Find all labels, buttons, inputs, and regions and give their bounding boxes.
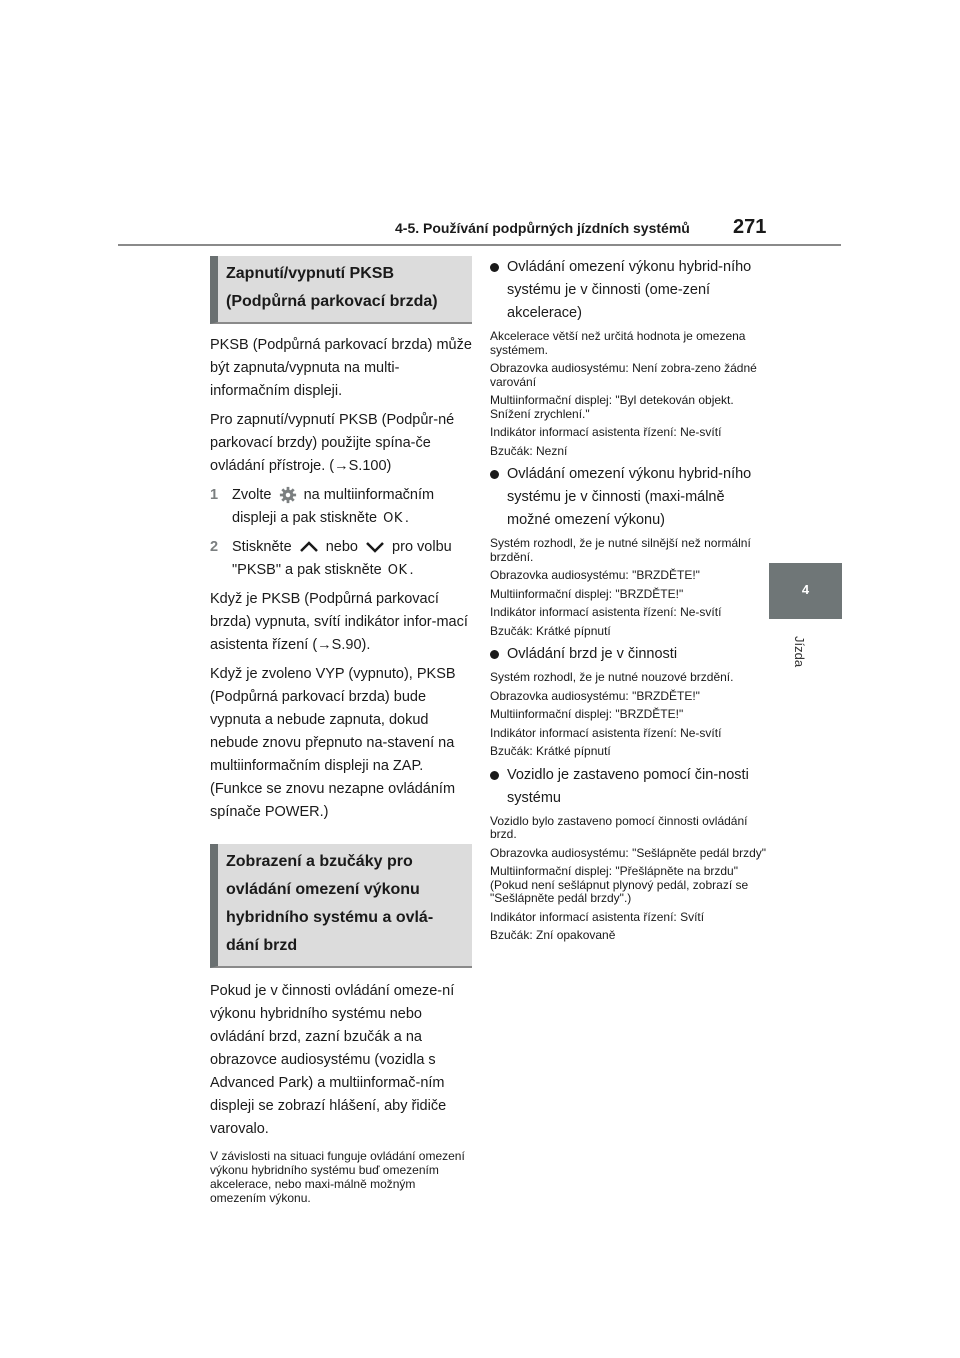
paragraph: Pokud je v činnosti ovládání omeze-ní výkonu hybridního systému nebo ovládání brzd, zazní bzučák a na obrazovce audiosystému (vozidla s Advanced Park) a multiinformač-ním displeji se zobrazí hlášení, aby řidiče varovalo. — [210, 983, 455, 1137]
detail-line: Bzučák: Nezní — [490, 443, 568, 458]
paragraph: Když je zvoleno VYP (vypnuto), PKSB (Podpůrná parkovací brzda) bude vypnuta a nebude zapnuta, dokud nebude znovu přepnuto na-stavení na multiinformačním displeji na ZAP. (Funkce se znovu nezapne ovládáním spínače POWER.) — [210, 666, 456, 820]
bullet-block — [490, 256, 770, 458]
chevron-up-icon — [299, 541, 319, 553]
detail-line: Obrazovka audiosystému: "Sešlápněte pedál brzdy" — [490, 845, 767, 860]
chapter-number: 4 — [801, 582, 810, 597]
chevron-down-icon — [365, 541, 385, 553]
paragraph: Pro zapnutí/vypnutí PKSB (Podpůr-né parkovací brzdy) použijte spína-če ovládání přístroje. (→S.100) — [210, 412, 455, 474]
header-divider — [118, 244, 841, 246]
detail-line: Obrazovka audiosystému: "BRZDĚTE!" — [490, 568, 700, 582]
bullet-title: Ovládání brzd je v činnosti — [507, 646, 678, 662]
step-text: nebo — [325, 539, 358, 555]
step-text: . — [404, 510, 409, 526]
step-2 — [210, 536, 472, 582]
gear-icon — [279, 486, 297, 504]
detail-line: Multiinformační displej: "BRZDĚTE!" — [490, 707, 684, 721]
section-title: 4-5. Používání podpůrných jízdních systémů — [395, 220, 690, 236]
section-heading-pksb: Zapnutí/vypnutí PKSB (Podpůrná parkovací brzda) — [210, 256, 472, 324]
page-number: 271 — [733, 216, 767, 238]
detail-line: Indikátor informací asistenta řízení: Ne-svítí — [490, 605, 722, 619]
chapter-label: Jízda — [792, 636, 807, 668]
section-heading-warnings: Zobrazení a bzučáky pro ovládání omezení výkonu hybridního systému a ovlá-dání brzd — [210, 844, 472, 968]
step-1 — [210, 484, 472, 530]
bullet-block — [490, 764, 770, 943]
detail-line: Multiinformační displej: "Přešlápněte na brzdu" (Pokud není sešlápnut plynový pedál, zobrazí se "Sešlápněte pedál brzdy".) — [490, 864, 749, 905]
bullet-title: Ovládání omezení výkonu hybrid-ního systému je v činnosti (maxi-málně možné omezení výkonu) — [507, 466, 752, 528]
ok-button-label: OK — [383, 511, 403, 526]
step-text: Stiskněte — [232, 539, 292, 555]
bullet-title: Vozidlo je zastaveno pomocí čin-nosti systému — [507, 766, 749, 806]
detail-line: Akcelerace větší než určitá hodnota je omezena systémem. — [490, 329, 746, 357]
detail-line: Bzučák: Krátké pípnutí — [490, 744, 611, 758]
step-text: Zvolte — [232, 487, 272, 503]
step-text: na multiinformačním displeji a pak stiskněte — [232, 487, 435, 526]
bullet-icon — [490, 470, 499, 479]
detail-line: Obrazovka audiosystému: "BRZDĚTE!" — [490, 688, 700, 703]
detail-line: Indikátor informací asistenta řízení: Ne-svítí — [490, 725, 722, 740]
step-text: pro volbu "PKSB" a pak stiskněte — [232, 539, 452, 578]
detail-line: Systém rozhodl, že je nutné silnější než normální brzdění. — [490, 536, 751, 564]
paragraph: Když je PKSB (Podpůrná parkovací brzda) vypnuta, svítí indikátor infor-mací asistenta řízení (→S.90). — [210, 591, 468, 653]
detail-line: Bzučák: Krátké pípnutí — [490, 623, 611, 638]
right-column — [490, 256, 770, 948]
detail-line: Bzučák: Zní opakovaně — [490, 928, 616, 942]
step-text: . — [409, 562, 414, 578]
note: V závislosti na situaci funguje ovládání omezení výkonu hybridního systému buď omezením akcelerace, nebo maxi-málně možným omezením výkonu. — [210, 1149, 465, 1205]
bullet-title: Ovládání omezení výkonu hybrid-ního systému je v činnosti (ome-zení akcelerace) — [507, 259, 752, 321]
bullet-icon — [490, 650, 499, 659]
bullet-block — [490, 463, 770, 638]
bullet-icon — [490, 263, 499, 272]
detail-line: Systém rozhodl, že je nutné nouzové brzdění. — [490, 670, 734, 684]
chapter-tab — [769, 563, 842, 619]
step-number: 2 — [210, 539, 219, 555]
detail-line: Indikátor informací asistenta řízení: Svítí — [490, 909, 705, 924]
bullet-block — [490, 643, 770, 759]
detail-line: Obrazovka audiosystému: Není zobra-zeno žádné varování — [490, 361, 757, 389]
bullet-icon — [490, 771, 499, 780]
left-column — [210, 256, 472, 1205]
detail-line: Multiinformační displej: "BRZDĚTE!" — [490, 586, 684, 601]
detail-line: Indikátor informací asistenta řízení: Ne-svítí — [490, 425, 722, 439]
detail-line: Multiinformační displej: "Byl detekován objekt. Snížení zrychlení." — [490, 393, 734, 421]
paragraph: PKSB (Podpůrná parkovací brzda) může být zapnuta/vypnuta na multi-informačním displeji. — [210, 337, 472, 399]
step-number: 1 — [210, 487, 219, 503]
ok-button-label: OK — [387, 563, 408, 578]
detail-line: Vozidlo bylo zastaveno pomocí činnosti ovládání brzd. — [490, 813, 748, 841]
